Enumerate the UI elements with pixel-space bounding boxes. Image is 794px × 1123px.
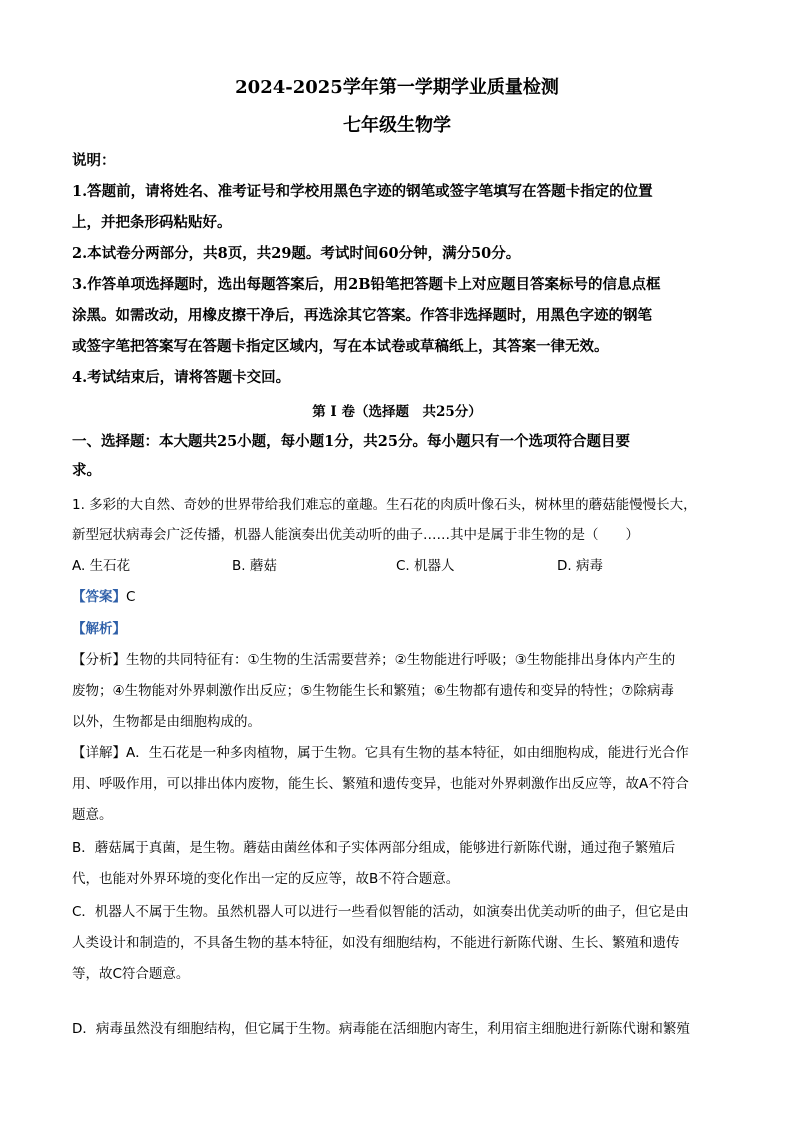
- detail-text: 代，也能对外界环境的变化作出一定的反应等，故B不符合题意。: [72, 871, 460, 887]
- section-heading: 求。: [72, 462, 101, 479]
- section-title: 第 I 卷（选择题 共25分）: [312, 404, 482, 420]
- instruction-line: 1.答题前，请将姓名、准考证号和学校用黑色字迹的钢笔或签字笔填写在答题卡指定的位置: [72, 183, 653, 200]
- analysis-tag: 【解析】: [72, 621, 126, 637]
- fenxi-text: 废物；④生物能对外界刺激作出反应；⑤生物能生长和繁殖；⑥生物都有遗传和变异的特性；⑦除病毒: [72, 683, 674, 699]
- option-b: B. 蘑菇: [232, 558, 277, 574]
- detail-text: 题意。: [72, 807, 113, 823]
- detail-text: A．生石花是一种多肉植物，属于生物。它具有生物的基本特征，如由细胞构成，能进行光合作: [126, 745, 689, 761]
- xiangjie-tag: 【详解】: [72, 745, 126, 761]
- fenxi-text: 生物的共同特征有：①生物的生活需要营养；②生物能进行呼吸；③生物能排出身体内产生的: [126, 652, 676, 668]
- detail-text: C．机器人不属于生物。虽然机器人可以进行一些看似智能的活动，如演奏出优美动听的曲子，但它是由: [72, 904, 689, 920]
- answer-line: [72, 587, 135, 607]
- detail-text: 用、呼吸作用，可以排出体内废物，能生长、繁殖和遗传变异，也能对外界刺激作出反应等，故A不符合: [72, 776, 689, 792]
- instruction-line: 或签字笔把答案写在答题卡指定区域内，写在本试卷或草稿纸上，其答案一律无效。: [72, 338, 609, 355]
- instruction-line: 涂黑。如需改动，用橡皮擦干净后，再选涂其它答案。作答非选择题时，用黑色字迹的钢笔: [72, 307, 652, 324]
- option-c: C. 机器人: [396, 558, 455, 574]
- exam-title: 2024-2025学年第一学期学业质量检测: [235, 77, 559, 98]
- instruction-line: 2.本试卷分两部分，共8页，共29题。考试时间60分钟，满分50分。: [72, 245, 521, 262]
- option-d: D. 病毒: [557, 558, 603, 574]
- analysis-line: [72, 619, 126, 639]
- fenxi-text: 以外，生物都是由细胞构成的。: [72, 714, 261, 730]
- detail-text: 人类设计和制造的，不具备生物的基本特征，如没有细胞结构，不能进行新陈代谢、生长、繁殖和遗传: [72, 935, 680, 951]
- question-stem: 新型冠状病毒会广泛传播，机器人能演奏出优美动听的曲子……其中是属于非生物的是（ ）: [72, 527, 639, 543]
- detail-text: D．病毒虽然没有细胞结构，但它属于生物。病毒能在活细胞内寄生，利用宿主细胞进行新陈代谢和繁殖: [72, 1021, 690, 1037]
- detail-line: [72, 743, 689, 763]
- option-a: A. 生石花: [72, 558, 131, 574]
- exam-subtitle: 七年级生物学: [343, 115, 451, 136]
- instruction-line: 3.作答单项选择题时，选出每题答案后，用2B铅笔把答题卡上对应题目答案标号的信息点框: [72, 276, 661, 293]
- detail-text: B．蘑菇属于真菌，是生物。蘑菇由菌丝体和子实体两部分组成，能够进行新陈代谢，通过孢子繁殖后: [72, 840, 676, 856]
- instruction-line: 上，并把条形码粘贴好。: [72, 214, 232, 231]
- detail-text: 等，故C符合题意。: [72, 966, 190, 982]
- fenxi-line: [72, 650, 675, 670]
- answer-tag: 【答案】: [72, 589, 126, 605]
- section-heading: 一、选择题：本大题共25小题，每小题1分，共25分。每小题只有一个选项符合题目要: [72, 433, 630, 450]
- answer-value: C: [126, 589, 136, 605]
- fenxi-tag: 【分析】: [72, 652, 126, 668]
- instruction-line: 4.考试结束后，请将答题卡交回。: [72, 369, 291, 386]
- question-stem: 1. 多彩的大自然、奇妙的世界带给我们难忘的童趣。生石花的肉质叶像石头，树林里的蘑菇能慢慢长大，: [72, 497, 697, 513]
- instructions-heading: 说明：: [72, 152, 116, 169]
